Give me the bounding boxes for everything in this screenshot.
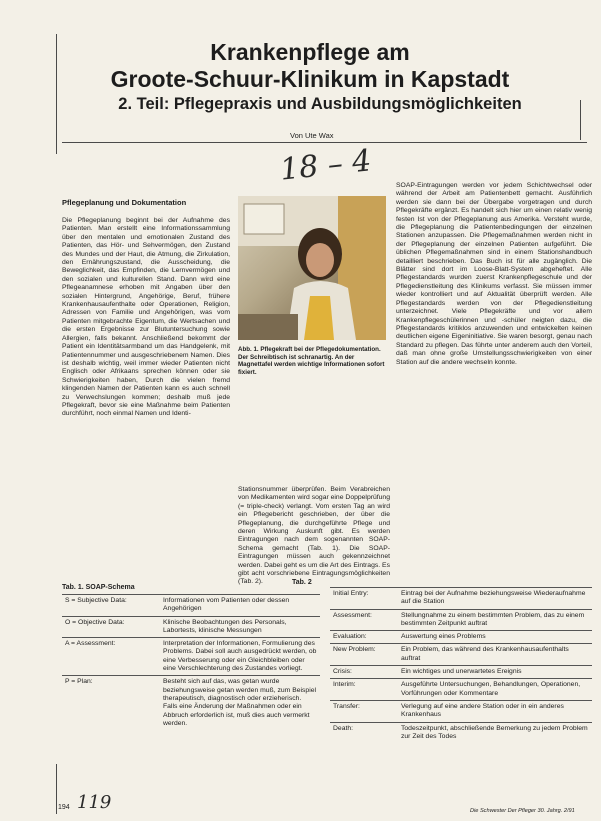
page-number: 194 bbox=[58, 804, 70, 811]
body-column-1: Die Pflegeplanung beginnt bei der Aufnahme des Patienten. Man erstellt eine Informationssammlung über den mentalen und emotionalen Zustand des Patienten, das Hör- und Sehvermögen, den Zustand des Mundes und der Haut, die Atmung, die Zirkulation, den Ernährungszustand, die Ausscheidung, die Beweglichkeit, das Empfinden, die Lernvermögen und den sozialen und kulturellen Stand. Dann wird eine Pflegeanamnese erhoben mit Angaben über den sozialen Hintergrund, Angehörige, Beruf, frühere Krankenhausaufenthalte oder Operationen, Religion, Adressen von Familie und Angehörigen, was vom Patienten mitgebrachte Eigentum, die Wertsachen und die ersten Ergebnisse zur Blutuntersuchung sowie Allergien, falls bekannt. Anschließend bekommt der Patient ein Identitätsarmband um das Handgelenk, mit Patientennummer und ausgeschriebenem Namen. Dies ist deshalb wichtig, weil immer wieder Patienten nicht Englisch oder Afrikaans sprechen können oder sie Schwierigkeiten haben, Durch die vielen fremd klingenden Namen der Patienten kann es auch schnell zu Verwechslungen kommen; deshalb muß jede Pflegekraft, bevor sie eine Maßnahme beim Patienten durchführt, noch einmal Namen und Identi- bbox=[62, 217, 230, 418]
header-divider bbox=[62, 142, 587, 143]
journal-footer: Die Schwester Der Pfleger 30. Jahrg. 2/91 bbox=[470, 808, 575, 814]
article-title-line1: Krankenpflege am bbox=[210, 39, 410, 65]
table-row bbox=[62, 638, 320, 676]
handwritten-annotation: 18 – 4 bbox=[278, 143, 373, 188]
table-row bbox=[330, 722, 592, 743]
table-row bbox=[330, 644, 592, 666]
article-title-line2: Groote-Schuur-Klinikum in Kapstadt bbox=[110, 66, 510, 92]
table-cell-description: Auswertung eines Problems bbox=[398, 631, 592, 644]
right-margin-rule bbox=[580, 100, 581, 140]
table2-title: Tab. 2 bbox=[292, 579, 312, 586]
table-cell-description: Ein Problem, das während des Krankenhausaufenthalts auftrat bbox=[398, 644, 592, 666]
body-column-2: Stationsnummer überprüfen. Beim Verabreichen von Medikamenten wird sogar eine Doppelprüfung (= triple-check) verlangt. Vom ersten Tag an wird ein Pflegebericht geschrieben, der über die Pflegeplanung, die durchgeführte Pflege und deren Wirkung Auskunft gibt. Es werden Eintragungen nach dem sogenannten SOAP-Schema gemacht (Tab. 1). Die SOAP-Eintragungen müssen auch gekennzeichnet werden. Dabei geht es um die Art des Eintrags. Es gibt acht vorschriebene Eintragungsmöglichkeiten (Tab. 2). bbox=[238, 486, 390, 586]
table-row bbox=[330, 631, 592, 644]
table-row bbox=[62, 676, 320, 730]
section-heading: Pflegeplanung und Dokumentation bbox=[62, 198, 187, 207]
table-cell-code: Initial Entry: bbox=[330, 588, 398, 610]
table-cell-code: S = Subjective Data: bbox=[62, 595, 160, 617]
table-cell-code: Assessment: bbox=[330, 609, 398, 631]
handwritten-page-number: 119 bbox=[77, 792, 112, 813]
table-row bbox=[62, 616, 320, 638]
article-subtitle: 2. Teil: Pflegepraxis und Ausbildungsmöglichkeiten bbox=[118, 95, 522, 113]
table-cell-code: Evaluation: bbox=[330, 631, 398, 644]
table-row bbox=[330, 679, 592, 701]
table-cell-code: O = Objective Data: bbox=[62, 616, 160, 638]
table-row bbox=[330, 609, 592, 631]
table-cell-description: Ausgeführte Untersuchungen, Behandlungen, Operationen, Vorführungen oder Kommentare bbox=[398, 679, 592, 701]
table-cell-description: Eintrag bei der Aufnahme beziehungsweise Wiederaufnahme auf die Station bbox=[398, 588, 592, 610]
table-row bbox=[62, 595, 320, 617]
entry-types-table bbox=[330, 587, 592, 743]
soap-table bbox=[62, 594, 320, 730]
table-cell-code: Interim: bbox=[330, 679, 398, 701]
table-cell-description: Informationen vom Patienten oder dessen Angehörigen bbox=[160, 595, 320, 617]
table-cell-description: Stellungnahme zu einem bestimmten Problem, das zu einem bestimmten Zeitpunkt auftrat bbox=[398, 609, 592, 631]
left-margin-rule-lower bbox=[56, 764, 57, 814]
table-cell-code: Crisis: bbox=[330, 666, 398, 679]
table-cell-description: Verlegung auf eine andere Station oder in ein anderes Krankenhaus bbox=[398, 700, 592, 722]
table-cell-code: Transfer: bbox=[330, 700, 398, 722]
figure-caption: Abb. 1. Pflegekraft bei der Pflegedokumentation. Der Schreibtisch ist schranartig. An der Magnettafel werden wichtige Informationen sofort fixiert. bbox=[238, 346, 385, 376]
table-cell-description: Todeszeitpunkt, abschließende Bemerkung zu jedem Problem zur Zeit des Todes bbox=[398, 722, 592, 743]
table-cell-description: Interpretation der Informationen, Formulierung des Problems. Dabei soll auch ausgedrückt werden, ob eine Verbesserung oder ein Gleichbleiben oder eine Verschlechterung des Zustandes vorliegt. bbox=[160, 638, 320, 676]
left-margin-rule bbox=[56, 34, 57, 154]
author-line: Von Ute Wax bbox=[290, 131, 334, 140]
table-cell-description: Besteht sich auf das, was getan wurde beziehungsweise getan werden muß, zum Beispiel therapeutisch, diagnostisch oder erzieherisch. Falls eine Änderung der Maßnahmen oder ein Abbruch erforderlich ist, muß dies auch vermerkt werden. bbox=[160, 676, 320, 730]
table-row bbox=[330, 700, 592, 722]
table-cell-code: A = Assessment: bbox=[62, 638, 160, 676]
table-row bbox=[330, 588, 592, 610]
table-cell-description: Ein wichtiges und unerwartetes Ereignis bbox=[398, 666, 592, 679]
table-cell-code: Death: bbox=[330, 722, 398, 743]
table-cell-code: P = Plan: bbox=[62, 676, 160, 730]
nurse-photo-illustration bbox=[238, 196, 386, 340]
body-column-3: SOAP-Eintragungen werden vor jedem Schichtwechsel oder während der Arbeit am Patientenbett gemacht. Ausführlich werden sie dann bei der Übergabe vorgetragen und durch Pflegekräfte ergänzt. Es handelt sich hier um einen relativ wenig festen Ist von der Pflegeplanung aus Amerika. Versteht wurde, die Pflegeplanung die Patientenbedingungen der einzelnen Stationen anzupassen. Die Pflegemaßnahmen werden nicht in der Pflegeplanung der einzelnen Patienten aufgeführt. Die üblichen Pflegemaßnahmen sind in einem Stationshandbuch detailliert beschrieben. Das Buch ist für alle zugänglich. Die Blätter sind dort im Loose-Blatt-System abgeheftet. Alle Pflegestandards wurden zuerst Krankenpflegeschule und der Pflegedienstleitung des Klinikums verfasst. Sie müssen immer wieder kontrolliert und auf Aktualität überprüft werden. Alle Pflegestandards werden von der Pflegedienstleitung unterzeichnet. Viele Pflegekräfte und vor allem Krankenpflegeschülerinnen und -schüler neigten dazu, die Pflegestandards kritiklos anzuwenden und entwickelten keinen deutlichen eigene Eigeninitiative. Sie waren besorgt, genau nach Standard zu pflegen. Das führte unter anderem auch den Vorteil, daß man ohne große Umstellungsschwierigkeiten von einer Station auf die andere wechseln konnte. bbox=[396, 182, 592, 366]
table-cell-description: Klinische Beobachtungen des Personals, Labortests, klinische Messungen bbox=[160, 616, 320, 638]
table-cell-code: New Problem: bbox=[330, 644, 398, 666]
table-row bbox=[330, 666, 592, 679]
table1-title: Tab. 1. SOAP-Schema bbox=[62, 584, 135, 591]
nurse-photo bbox=[238, 196, 386, 340]
